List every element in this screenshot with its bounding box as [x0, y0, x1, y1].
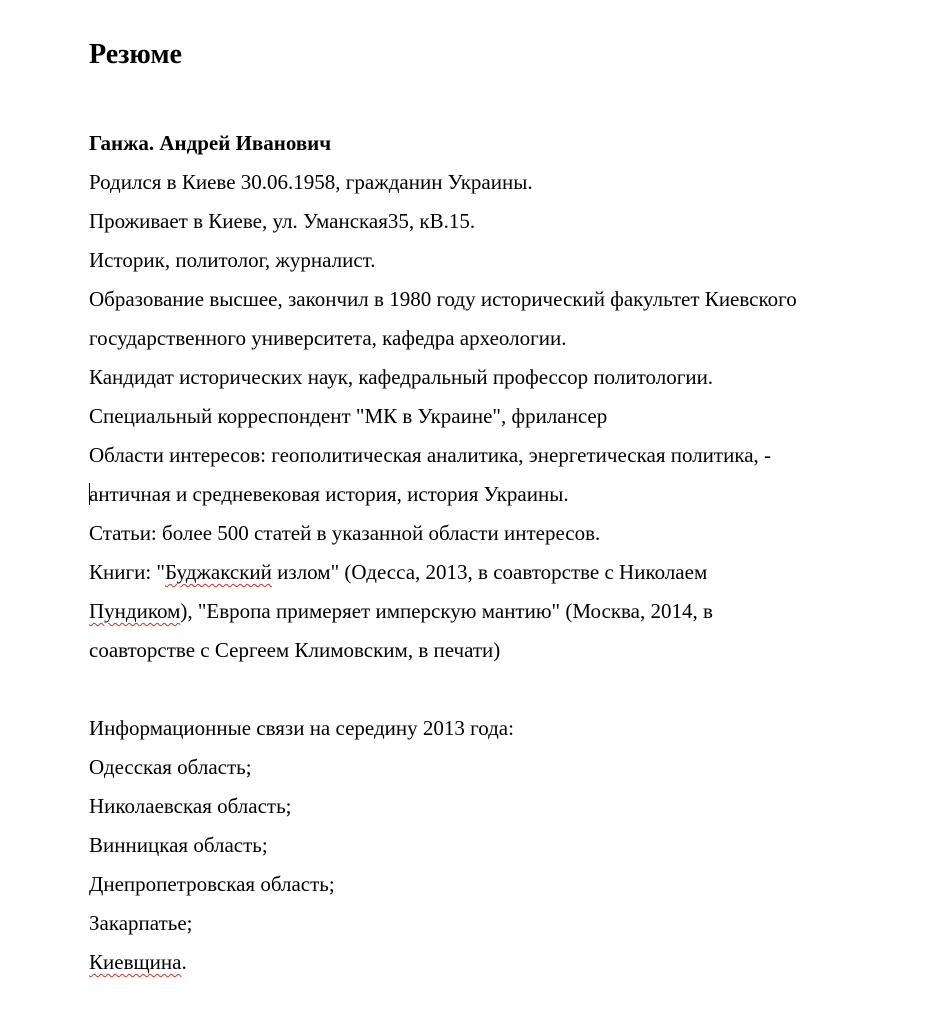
interests-line-2-text: античная и средневековая история, история Украины. [89, 482, 569, 506]
books-line-1-start: Книги: " [89, 560, 165, 584]
region-item: Одесская область; [89, 755, 252, 779]
region-item: Днепропетровская область; [89, 872, 335, 896]
region-item: Винницкая область; [89, 833, 268, 857]
empty-paragraph [89, 670, 929, 709]
connections-heading: Информационные связи на середину 2013 года: [89, 716, 514, 740]
books-line-1 [89, 553, 929, 592]
person-name: Ганжа. Андрей Иванович [89, 131, 332, 155]
education-line-1: Образование высшее, закончил в 1980 году исторический факультет Киевского [89, 287, 797, 311]
position-info: Специальный корреспондент "МК в Украине", фрилансер [89, 404, 608, 428]
interests-line-2 [89, 475, 929, 514]
spellcheck-word-kievshchina[interactable]: Киевщина [89, 950, 182, 974]
spellcheck-word-pundikom[interactable]: Пундиком [89, 599, 181, 623]
resume-title: Резюме [89, 39, 182, 70]
degree-info: Кандидат исторических наук, кафедральный профессор политологии. [89, 365, 714, 389]
books-line-2 [89, 592, 929, 631]
document-body [89, 124, 929, 982]
profession-info: Историк, политолог, журналист. [89, 248, 376, 272]
birth-info: Родился в Киеве 30.06.1958, гражданин Украины. [89, 170, 533, 194]
books-line-1-end: излом" (Одесса, 2013, в соавторстве с Николаем [271, 560, 708, 584]
region-item-last-punct: . [181, 950, 187, 974]
books-line-3: соавторстве с Сергеем Климовским, в печати) [89, 638, 501, 662]
spellcheck-word-budzhaksky[interactable]: Буджакский [165, 560, 272, 584]
interests-line-1: Области интересов: геополитическая аналитика, энергетическая политика, - [89, 443, 772, 467]
articles-info: Статьи: более 500 статей в указанной области интересов. [89, 521, 601, 545]
address-info: Проживает в Киеве, ул. Уманская35, кВ.15. [89, 209, 476, 233]
books-line-2-end: ), "Европа примеряет имперскую мантию" (Москва, 2014, в [180, 599, 713, 623]
education-line-2: государственного университета, кафедра археологии. [89, 326, 567, 350]
region-item-last [89, 943, 929, 982]
region-item: Николаевская область; [89, 794, 292, 818]
region-item: Закарпатье; [89, 911, 193, 935]
